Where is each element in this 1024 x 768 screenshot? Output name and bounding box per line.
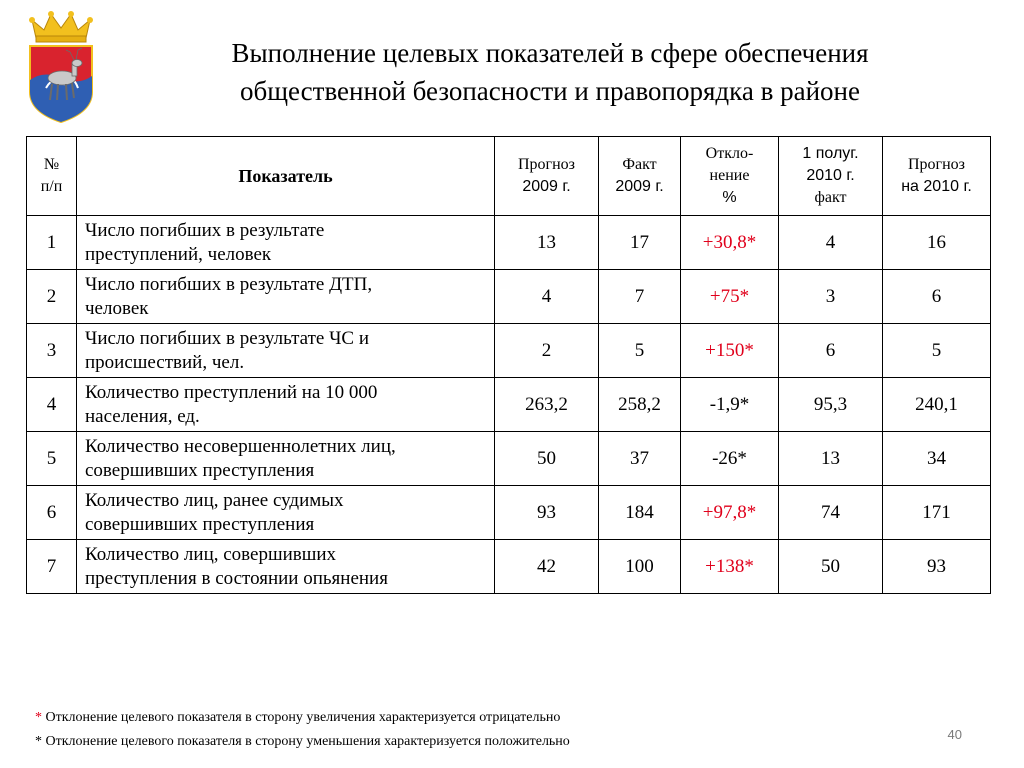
row-forecast-2010: 6 bbox=[883, 270, 991, 324]
row-deviation: +97,8* bbox=[681, 486, 779, 540]
row-forecast-2009: 2 bbox=[495, 324, 599, 378]
row-forecast-2009: 13 bbox=[495, 216, 599, 270]
row-forecast-2010: 34 bbox=[883, 432, 991, 486]
row-name-line-1: Количество преступлений на 10 000 bbox=[85, 381, 378, 403]
row-half-2010: 95,3 bbox=[779, 378, 883, 432]
header-forecast-2009: Прогноз 2009 г. bbox=[495, 137, 599, 216]
table-row bbox=[27, 270, 991, 324]
row-fact-2009: 17 bbox=[599, 216, 681, 270]
footnotes bbox=[35, 706, 570, 754]
header-half-2010: 1 полуг. 2010 г. факт bbox=[779, 137, 883, 216]
row-half-2010: 6 bbox=[779, 324, 883, 378]
header-indicator: Показатель bbox=[77, 137, 495, 216]
header-deviation: Откло- нение % bbox=[681, 137, 779, 216]
table-row bbox=[27, 378, 991, 432]
page-number: 40 bbox=[947, 727, 962, 742]
header-fact-2009: Факт 2009 г. bbox=[599, 137, 681, 216]
row-deviation: +30,8* bbox=[681, 216, 779, 270]
row-num: 1 bbox=[27, 216, 77, 270]
row-fact-2009: 100 bbox=[599, 540, 681, 594]
row-half-2010: 74 bbox=[779, 486, 883, 540]
row-fact-2009: 184 bbox=[599, 486, 681, 540]
table-header-row bbox=[27, 137, 991, 216]
row-name-line-1: Количество лиц, ранее судимых bbox=[85, 489, 344, 511]
row-name-line-2: населения, ед. bbox=[85, 405, 200, 427]
row-half-2010: 3 bbox=[779, 270, 883, 324]
row-num: 6 bbox=[27, 486, 77, 540]
header-num: № п/п bbox=[27, 137, 77, 216]
row-name-line-2: человек bbox=[85, 297, 149, 319]
row-fact-2009: 37 bbox=[599, 432, 681, 486]
row-name-line-2: совершивших преступления bbox=[85, 459, 315, 481]
table-row bbox=[27, 324, 991, 378]
row-name bbox=[77, 216, 495, 270]
row-name-line-2: преступлений, человек bbox=[85, 243, 272, 265]
row-forecast-2010: 16 bbox=[883, 216, 991, 270]
row-fact-2009: 258,2 bbox=[599, 378, 681, 432]
row-forecast-2009: 93 bbox=[495, 486, 599, 540]
row-forecast-2009: 50 bbox=[495, 432, 599, 486]
row-name-line-1: Число погибших в результате bbox=[85, 219, 325, 241]
page-title-line-2: общественной безопасности и правопорядка в районе bbox=[240, 76, 860, 106]
row-name bbox=[77, 324, 495, 378]
footnote-decrease: * Отклонение целевого показателя в сторону уменьшения характеризуется положительно bbox=[35, 734, 570, 749]
row-name bbox=[77, 540, 495, 594]
row-forecast-2010: 93 bbox=[883, 540, 991, 594]
row-name-line-2: происшествий, чел. bbox=[85, 351, 245, 373]
footnote-increase: * Отклонение целевого показателя в сторону увеличения характеризуется отрицательно bbox=[35, 710, 561, 725]
row-half-2010: 4 bbox=[779, 216, 883, 270]
table-row bbox=[27, 486, 991, 540]
page-title bbox=[120, 34, 980, 110]
row-deviation: +150* bbox=[681, 324, 779, 378]
row-name bbox=[77, 378, 495, 432]
row-half-2010: 50 bbox=[779, 540, 883, 594]
row-deviation: -1,9* bbox=[681, 378, 779, 432]
row-num: 5 bbox=[27, 432, 77, 486]
row-forecast-2009: 42 bbox=[495, 540, 599, 594]
row-name-line-2: совершивших преступления bbox=[85, 513, 315, 535]
crown-icon bbox=[29, 11, 93, 42]
page-title-line-1: Выполнение целевых показателей в сфере обеспечения bbox=[231, 38, 869, 68]
row-deviation: +75* bbox=[681, 270, 779, 324]
row-forecast-2010: 5 bbox=[883, 324, 991, 378]
row-name-line-1: Количество лиц, совершивших bbox=[85, 543, 337, 565]
row-name bbox=[77, 270, 495, 324]
row-half-2010: 13 bbox=[779, 432, 883, 486]
row-deviation: -26* bbox=[681, 432, 779, 486]
row-name-line-2: преступления в состоянии опьянения bbox=[85, 567, 388, 589]
row-num: 2 bbox=[27, 270, 77, 324]
row-forecast-2010: 171 bbox=[883, 486, 991, 540]
row-forecast-2010: 240,1 bbox=[883, 378, 991, 432]
table-row bbox=[27, 432, 991, 486]
row-num: 3 bbox=[27, 324, 77, 378]
row-name bbox=[77, 486, 495, 540]
row-name-line-1: Число погибших в результате ЧС и bbox=[85, 327, 370, 349]
row-fact-2009: 7 bbox=[599, 270, 681, 324]
indicators-table bbox=[26, 136, 991, 594]
row-num: 4 bbox=[27, 378, 77, 432]
coat-of-arms-icon bbox=[24, 8, 98, 126]
row-name-line-1: Количество несовершеннолетних лиц, bbox=[85, 435, 396, 457]
header-forecast-2010: Прогноз на 2010 г. bbox=[883, 137, 991, 216]
row-name-line-1: Число погибших в результате ДТП, bbox=[85, 273, 373, 295]
row-fact-2009: 5 bbox=[599, 324, 681, 378]
row-num: 7 bbox=[27, 540, 77, 594]
row-forecast-2009: 4 bbox=[495, 270, 599, 324]
table-row bbox=[27, 216, 991, 270]
row-forecast-2009: 263,2 bbox=[495, 378, 599, 432]
row-deviation: +138* bbox=[681, 540, 779, 594]
table-row bbox=[27, 540, 991, 594]
row-name bbox=[77, 432, 495, 486]
